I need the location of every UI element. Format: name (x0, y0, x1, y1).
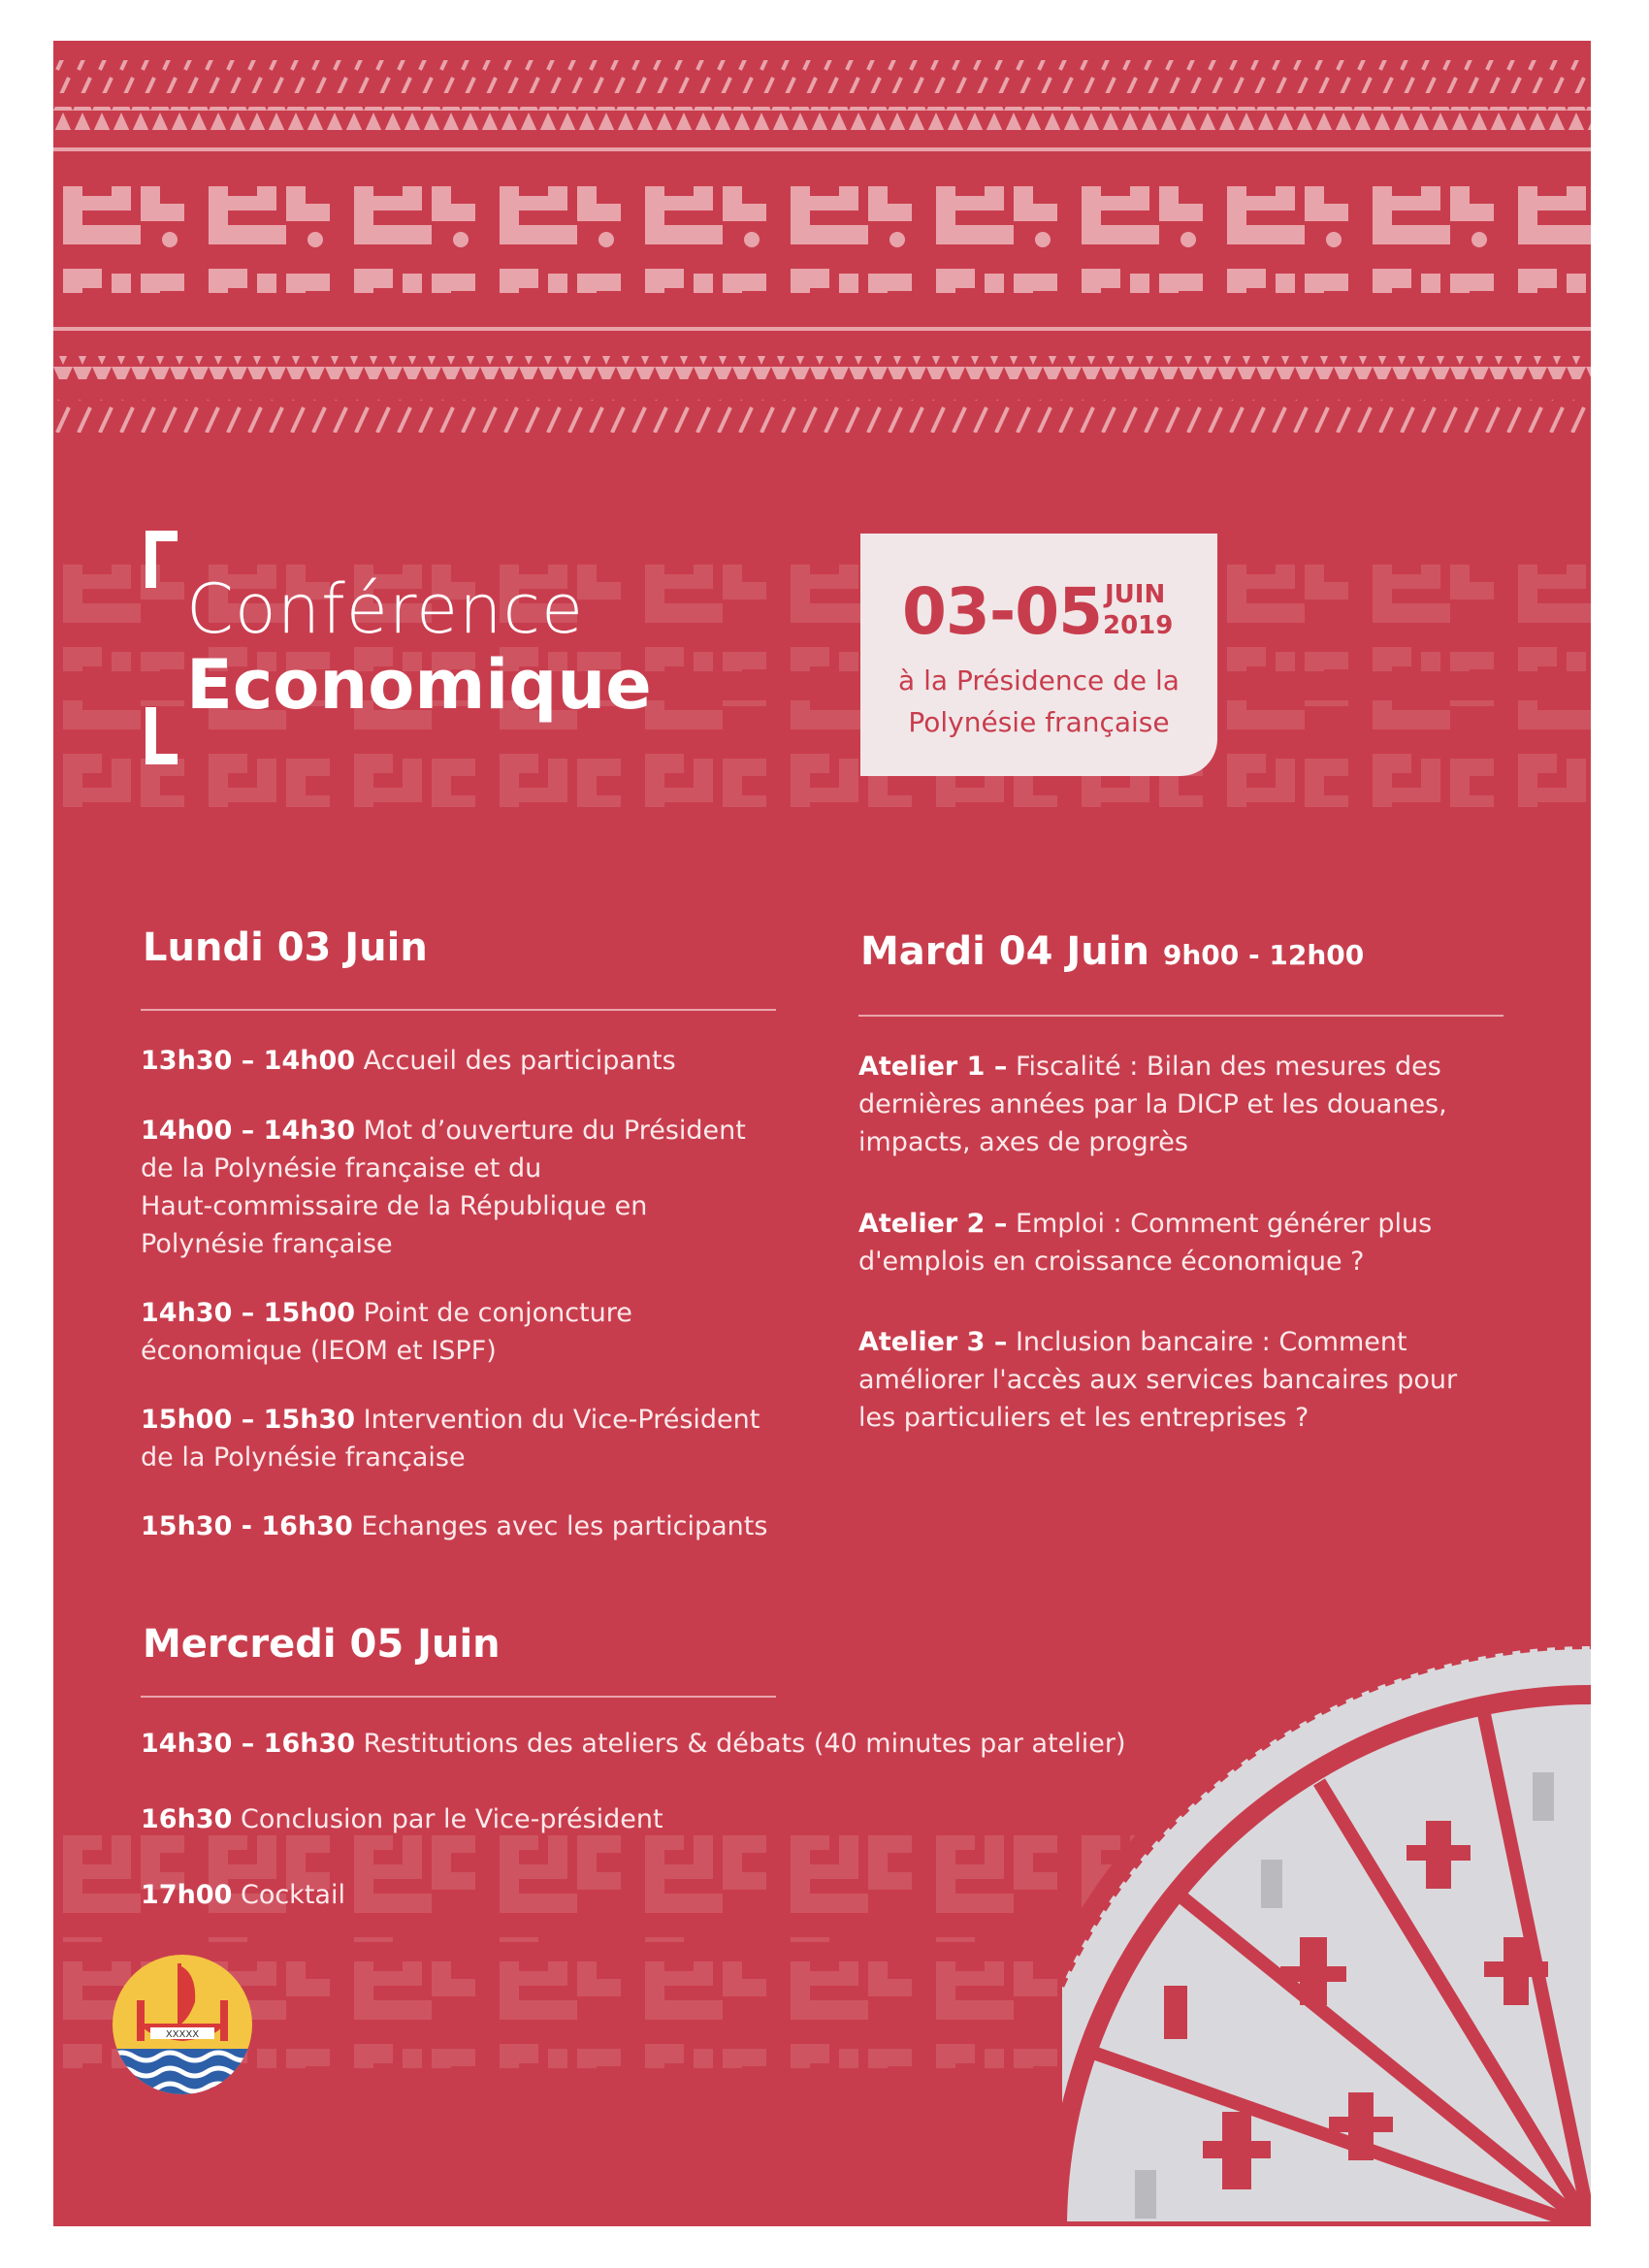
item-time: 15h00 – 15h30 (141, 1405, 356, 1435)
monday-item-3 (141, 1294, 820, 1370)
atelier-label: Atelier 2 – (858, 1209, 1008, 1239)
date-year: 2019 (1103, 611, 1174, 640)
polynesia-emblem-icon (110, 1952, 255, 2097)
tuesday-item-1 (858, 1048, 1518, 1161)
tuesday-hours: 9h00 - 12h00 (1162, 939, 1365, 971)
rosette-decoration (1062, 1607, 1591, 2226)
item-text: les particuliers et les entreprises ? (858, 1403, 1310, 1433)
monday-divider (141, 1009, 776, 1011)
item-time: 14h00 – 14h30 (141, 1116, 356, 1146)
wednesday-item-1 (141, 1725, 1208, 1763)
title-line-2: Economique (186, 645, 652, 725)
item-text: Intervention du Vice-Président (363, 1405, 760, 1435)
date-range: 03-05 (902, 574, 1103, 649)
item-time: 16h30 (141, 1804, 233, 1834)
item-text: Accueil des participants (363, 1046, 676, 1076)
item-text: Inclusion bancaire : Comment (1015, 1327, 1407, 1357)
item-text: Point de conjoncture (363, 1298, 632, 1328)
item-text: économique (IEOM et ISPF) (141, 1336, 497, 1366)
tuesday-title-text: Mardi 04 Juin (860, 929, 1149, 974)
bracket-bottom-icon (146, 707, 178, 764)
emblem-label: XXXXX (165, 2029, 200, 2040)
item-text: de la Polynésie française et du (141, 1153, 542, 1183)
item-text: Emploi : Comment générer plus (1015, 1209, 1433, 1239)
item-text: Conclusion par le Vice-président (240, 1804, 663, 1834)
atelier-label: Atelier 3 – (858, 1327, 1008, 1357)
item-text: impacts, axes de progrès (858, 1127, 1188, 1157)
monday-item-5 (141, 1507, 820, 1545)
atelier-label: Atelier 1 – (858, 1052, 1008, 1082)
tuesday-divider (858, 1015, 1504, 1017)
monday-item-2 (141, 1112, 820, 1263)
monday-title: Lundi 03 Juin (143, 925, 428, 970)
item-text: Echanges avec les participants (361, 1511, 768, 1541)
conference-title (146, 531, 689, 754)
item-text: Polynésie française (141, 1229, 393, 1259)
item-text: d'emplois en croissance économique ? (858, 1247, 1365, 1277)
tuesday-title (860, 929, 1364, 974)
item-time: 13h30 – 14h00 (141, 1046, 356, 1076)
poster (53, 41, 1591, 2226)
item-text: Mot d’ouverture du Président (363, 1116, 746, 1146)
wednesday-item-2 (141, 1800, 820, 1838)
wednesday-title: Mercredi 05 Juin (143, 1622, 501, 1667)
item-text: de la Polynésie française (141, 1442, 466, 1473)
title-line-1: Conférence (186, 569, 585, 649)
item-text: Fiscalité : Bilan des mesures des (1015, 1052, 1441, 1082)
monday-item-4 (141, 1401, 820, 1476)
item-time: 14h30 – 15h00 (141, 1298, 356, 1328)
item-text: dernières années par la DICP et les douanes, (858, 1089, 1447, 1119)
item-text: Haut-commissaire de la République en (141, 1191, 648, 1221)
monday-item-1 (141, 1042, 820, 1080)
date-box (860, 534, 1217, 776)
date-month: JUIN (1105, 580, 1166, 609)
top-decorative-band (53, 41, 1591, 448)
item-time: 17h00 (141, 1880, 233, 1910)
item-time: 14h30 – 16h30 (141, 1729, 356, 1759)
tuesday-item-3 (858, 1323, 1518, 1437)
date-place-line-1: à la Présidence de la (898, 664, 1180, 697)
tuesday-item-2 (858, 1205, 1518, 1280)
item-text: Restitutions des ateliers & débats (40 minutes par atelier) (363, 1729, 1126, 1759)
item-text: améliorer l'accès aux services bancaires pour (858, 1365, 1458, 1395)
date-place-line-2: Polynésie française (908, 706, 1170, 738)
wednesday-item-3 (141, 1876, 820, 1914)
wednesday-divider (141, 1696, 776, 1698)
item-text: Cocktail (240, 1880, 345, 1910)
item-time: 15h30 - 16h30 (141, 1511, 353, 1541)
bracket-top-icon (146, 531, 178, 588)
